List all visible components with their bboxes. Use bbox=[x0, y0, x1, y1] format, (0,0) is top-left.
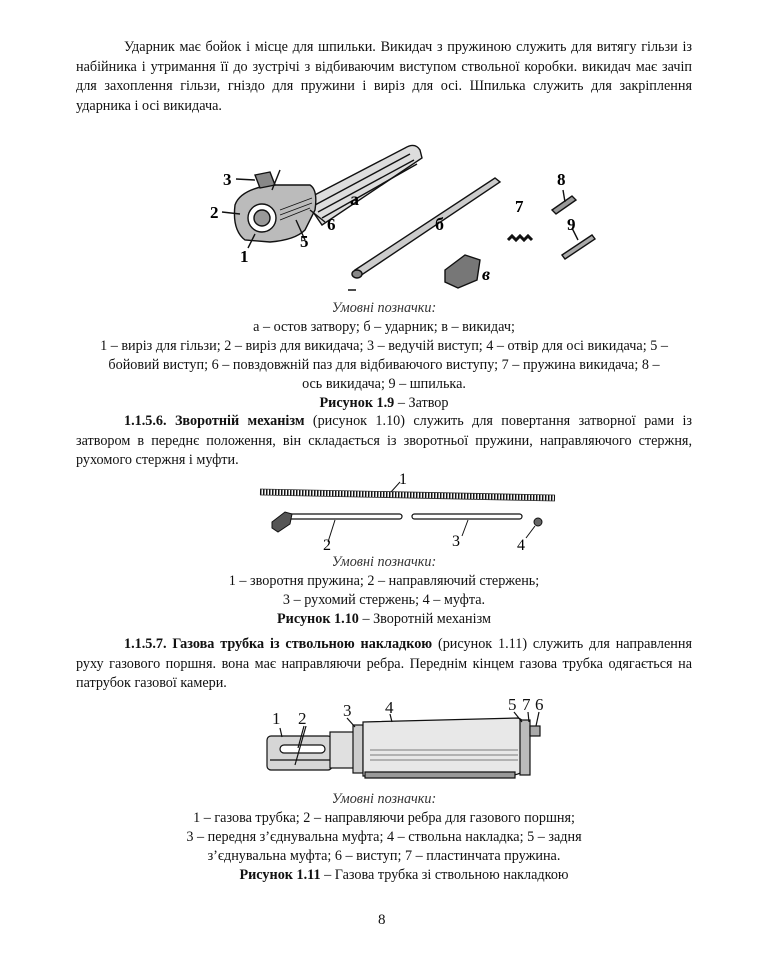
figure-title-text: – Газова трубка зі ствольною накладкою bbox=[320, 867, 569, 883]
page-number: 8 bbox=[378, 912, 386, 928]
section-return-mechanism bbox=[76, 412, 692, 471]
legend-line: ось викидача; 9 – шпилька. bbox=[302, 376, 466, 392]
legend-line: 1 – газова трубка; 2 – направляючи ребра для газового поршня; bbox=[193, 810, 575, 826]
figure-title bbox=[60, 394, 708, 413]
return-mechanism-illustration bbox=[230, 470, 570, 550]
svg-text:2: 2 bbox=[210, 203, 219, 222]
figure-1-10-return-mechanism-drawing bbox=[230, 470, 570, 550]
figure-number: Рисунок 1.11 bbox=[239, 867, 321, 883]
svg-text:8: 8 bbox=[557, 170, 566, 189]
svg-text:3: 3 bbox=[452, 533, 460, 550]
svg-text:2: 2 bbox=[298, 709, 307, 728]
svg-text:4: 4 bbox=[385, 698, 394, 717]
legend-line: 1 – зворотня пружина; 2 – направляючий стержень; bbox=[228, 573, 540, 589]
svg-text:6: 6 bbox=[535, 695, 544, 714]
figure-1-9-caption bbox=[60, 299, 708, 413]
svg-text:7: 7 bbox=[522, 695, 531, 714]
gas-tube-illustration bbox=[250, 690, 560, 790]
legend-line: а – остов затвору; б – ударник; в – викидач; bbox=[253, 319, 515, 335]
figure-1-11-gas-tube-drawing bbox=[250, 690, 560, 790]
figure-title bbox=[60, 610, 708, 629]
legend-line: бойовий виступ; 6 – повздовжній паз для відбиваючого виступу; 7 – пружина викидача; 8 – bbox=[108, 357, 660, 373]
svg-text:5: 5 bbox=[508, 695, 517, 714]
svg-text:в: в bbox=[482, 264, 491, 284]
legend-title: Умовні позначки: bbox=[331, 300, 437, 316]
figure-title-text: – Затвор bbox=[394, 395, 449, 411]
paragraph-striker-extractor bbox=[76, 38, 692, 116]
figure-number: Рисунок 1.9 bbox=[319, 395, 395, 411]
svg-text:2: 2 bbox=[323, 537, 331, 550]
section-text: (рисунок 1.10) служить для повертання затворної рами із затвором в переднє положення, він складається із зворотньої пружини, направляючого стержня, рухомого стержня і муфти. bbox=[76, 413, 692, 468]
svg-text:1: 1 bbox=[272, 709, 281, 728]
svg-text:9: 9 bbox=[567, 215, 576, 234]
label-3: 3 bbox=[223, 170, 232, 189]
svg-text:6: 6 bbox=[327, 215, 336, 234]
svg-text:5: 5 bbox=[300, 232, 309, 251]
paragraph-text: Ударник має бойок і місце для шпильки. Викидач з пружиною служить для витягу гільзи із набійника і утримання її до зустрічі з відбиваючим виступом ствольної коробки. викидач має зачіп для захоплення гільзи, гніздо для пружини і виріз для осі. Шпилька служить для закріплення ударника і осі викидача. bbox=[76, 39, 692, 114]
figure-title-text: – Зворотній механізм bbox=[358, 611, 491, 627]
figure-1-11-caption bbox=[60, 790, 708, 885]
svg-text:б: б bbox=[435, 214, 444, 234]
svg-text:3: 3 bbox=[343, 701, 352, 720]
section-heading: 1.1.5.7. Газова трубка із ствольною накладкою bbox=[124, 636, 433, 652]
figure-number: Рисунок 1.10 bbox=[277, 611, 359, 627]
svg-text:а: а bbox=[350, 189, 359, 209]
legend-line: 1 – виріз для гільзи; 2 – виріз для викидача; 3 – ведучій виступ; 4 – отвір для осі викидача; 5 – bbox=[100, 338, 668, 354]
section-text: (рисунок 1.11) служить для направлення руху газового поршня. вона має направляючи ребра. Переднім кінцем газова трубка одягається на патрубок газової камери. bbox=[76, 636, 692, 691]
section-heading: 1.1.5.6. Зворотній механізм bbox=[124, 413, 305, 429]
bolt-illustration bbox=[200, 130, 620, 295]
figure-1-9-bolt-drawing bbox=[200, 130, 620, 295]
legend-line: 3 – рухомий стержень; 4 – муфта. bbox=[282, 592, 486, 608]
svg-text:1: 1 bbox=[399, 471, 407, 488]
legend-line: 3 – передня з’єднувальна муфта; 4 – ствольна накладка; 5 – задня bbox=[186, 829, 582, 845]
figure-1-10-caption bbox=[60, 553, 708, 629]
legend-line: з’єднувальна муфта; 6 – виступ; 7 – пластинчата пружина. bbox=[207, 848, 561, 864]
legend-title: Умовні позначки: bbox=[331, 791, 437, 807]
svg-text:1: 1 bbox=[240, 247, 249, 266]
legend-title: Умовні позначки: bbox=[331, 554, 437, 570]
svg-text:7: 7 bbox=[515, 197, 524, 216]
svg-text:4: 4 bbox=[517, 537, 525, 550]
figure-title bbox=[60, 866, 708, 885]
section-gas-tube bbox=[76, 635, 692, 694]
